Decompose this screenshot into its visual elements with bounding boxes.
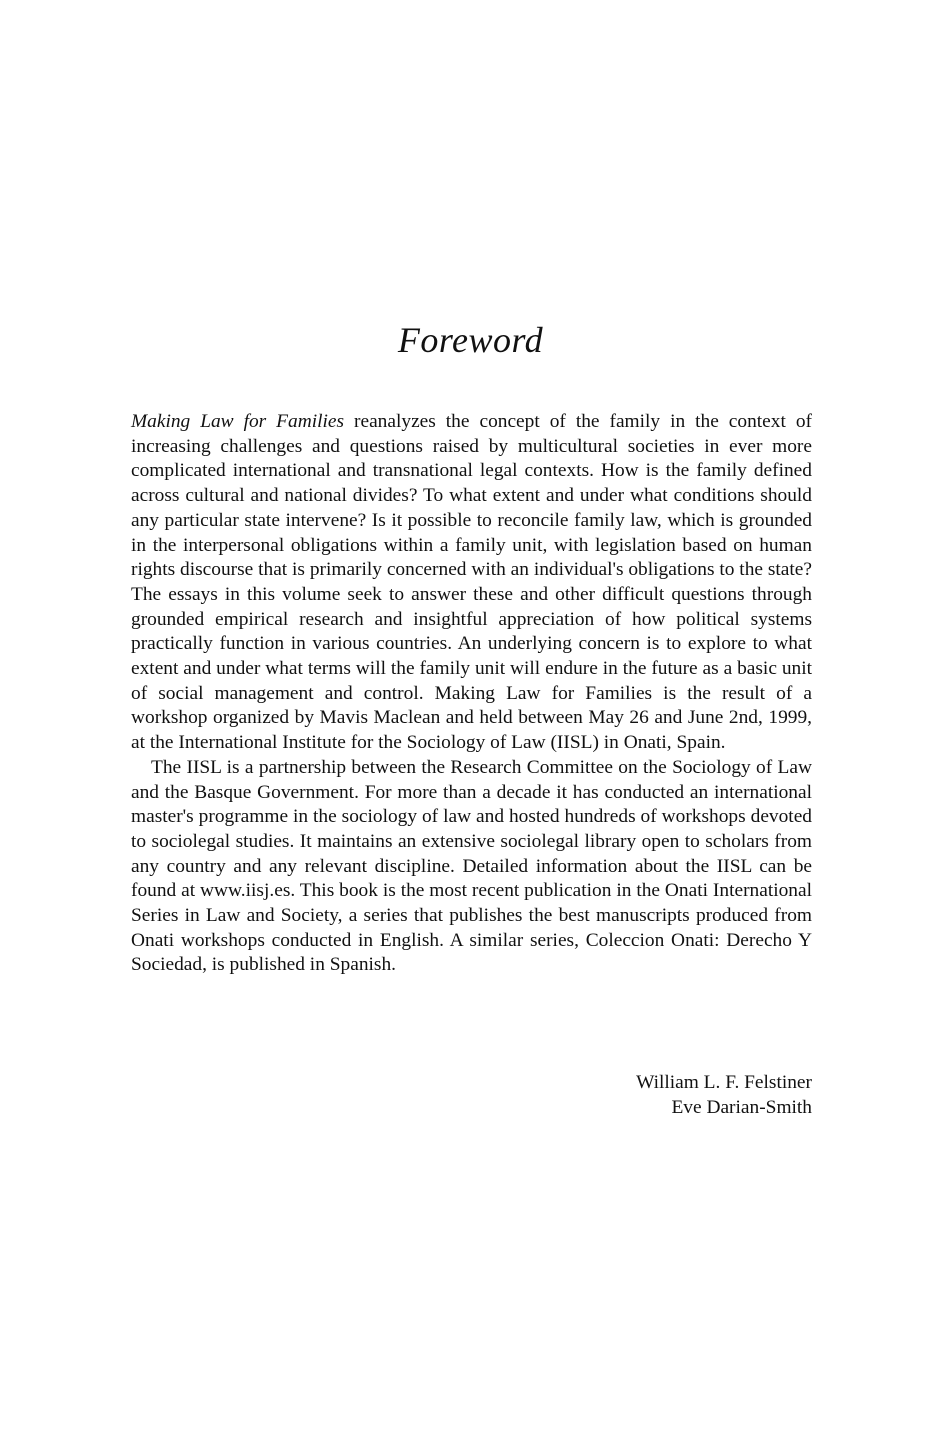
foreword-body [131, 410, 812, 978]
signature-darian-smith: Eve Darian-Smith [671, 1097, 812, 1118]
paragraph-intro-text: reanalyzes the concept of the family in the context of increasing challenges and questions raised by multicultural societies in ever more complicated international and transnational legal contexts. How is the family defined across cultural and national divides? To what extent and under what conditions should any particular state intervene? Is it possible to reconcile family law, which is grounded in the interpersonal obligations within a family unit, with legislation based on human rights discourse that is primarily concerned with an individual's obligations to the state? The essays in this volume seek to answer these and other difficult questions through grounded empirical research and insightful appreciation of how political systems practically function in various countries. An underlying concern is to explore to what extent and under what terms will the family unit will endure in the future as a basic unit of social management and control. Making Law for Families is the result of a workshop organized by Mavis Maclean and held between May 26 and June 2nd, 1999, at the International Institute for the Sociology of Law (IISL) in Onati, Spain. [131, 411, 812, 754]
page-title: Foreword [397, 320, 544, 360]
signature-felstiner: William L. F. Felstiner [636, 1072, 812, 1093]
signature-block [131, 1070, 812, 1120]
book-title: Making Law for Families [131, 411, 345, 432]
paragraph-intro [131, 410, 812, 756]
paragraph-iisl: The IISL is a partnership between the Research Committee on the Sociology of Law and the Basque Government. For more than a decade it has conducted an international master's programme in the sociology of law and hosted hundreds of workshops devoted to sociolegal studies. It maintains an extensive sociolegal library open to scholars from any country and any relevant discipline. Detailed information about the IISL can be found at www.iisj.es. This book is the most recent publication in the Onati International Series in Law and Society, a series that publishes the best manuscripts produced from Onati workshops conducted in English. A similar series, Coleccion Onati: Derecho Y Sociedad, is published in Spanish. [131, 756, 812, 976]
